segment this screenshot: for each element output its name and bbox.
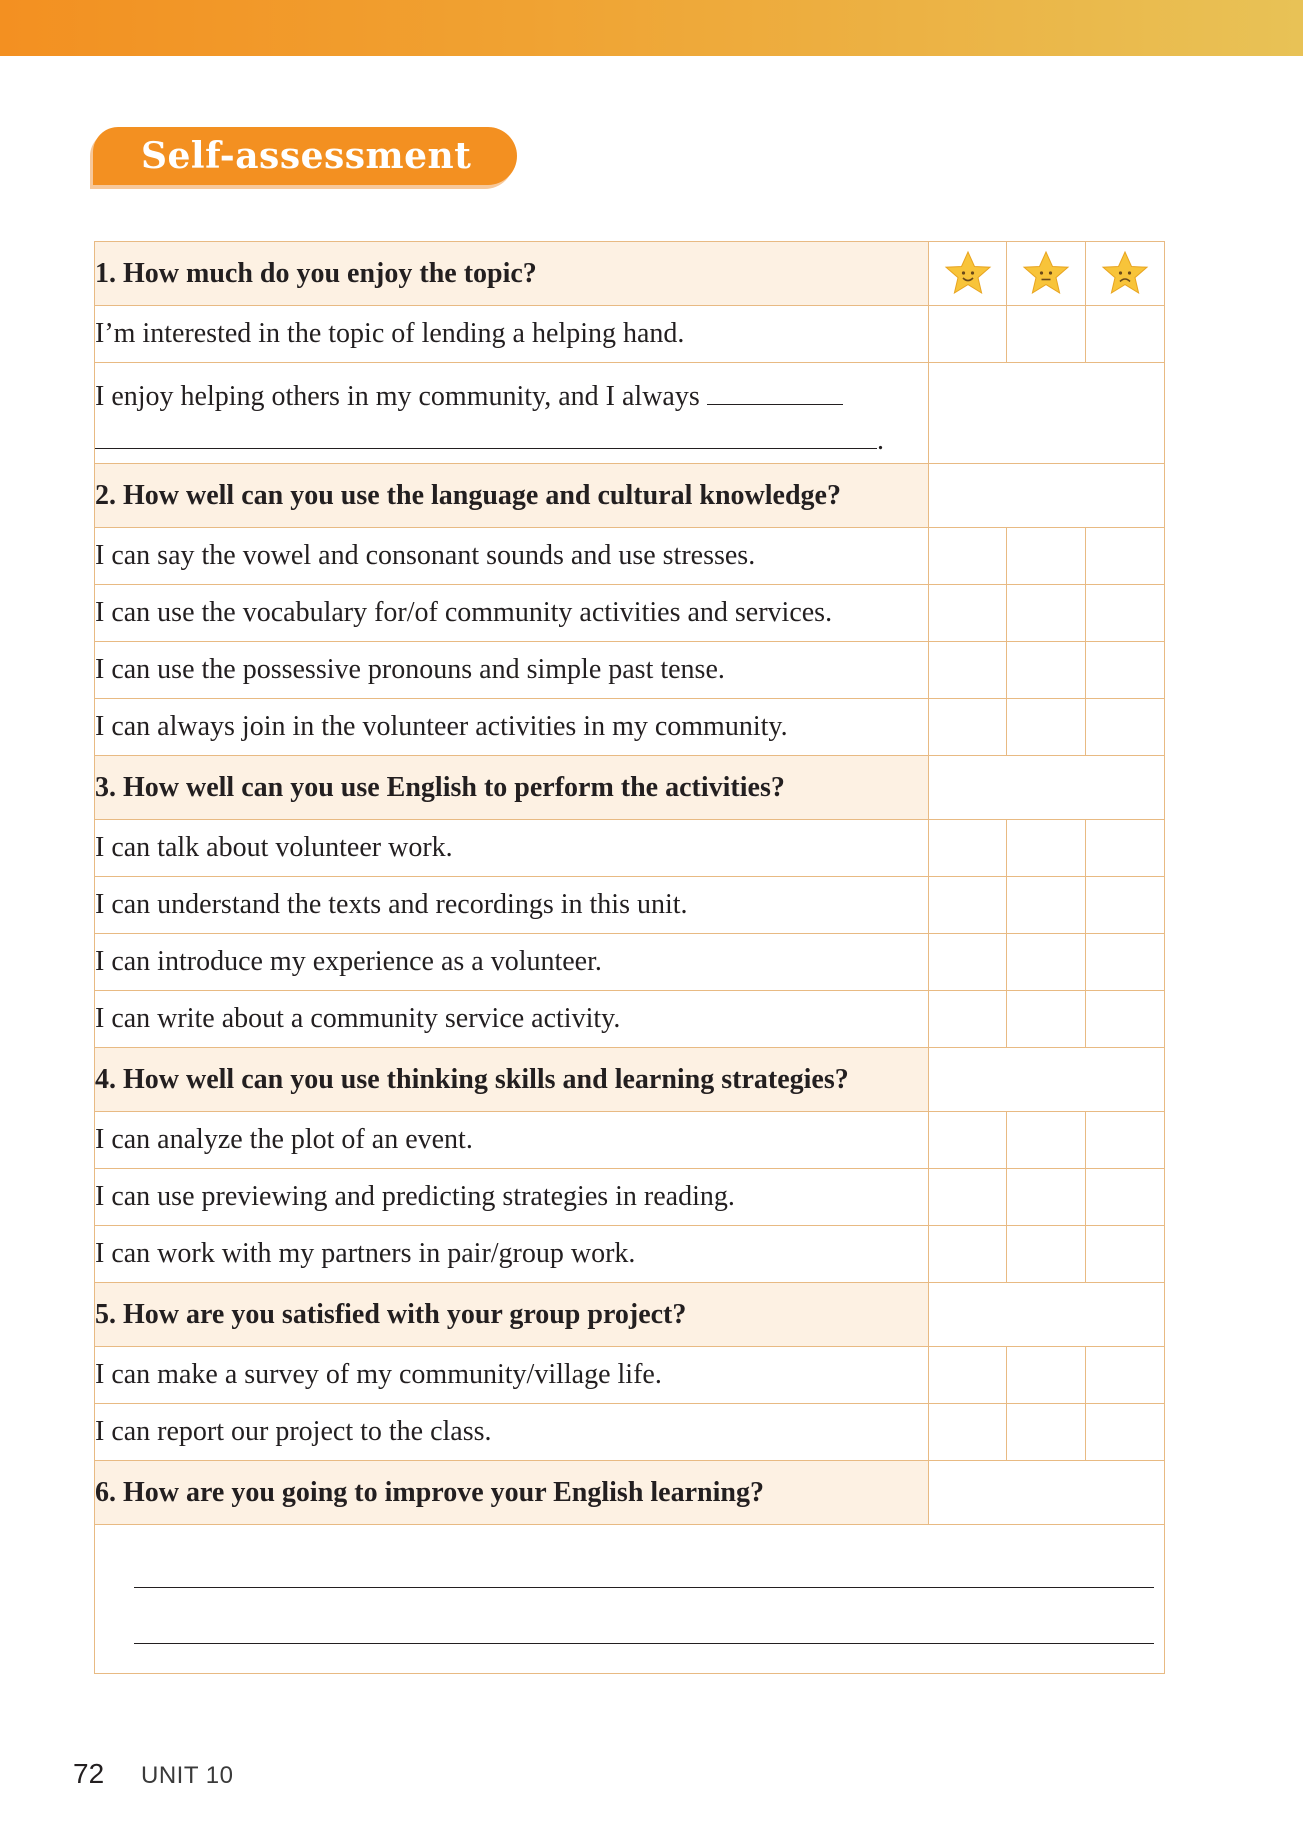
rating-cell[interactable] — [929, 1112, 1007, 1169]
statement-text: I can say the vowel and consonant sounds and use stresses. — [95, 528, 929, 585]
answer-line[interactable] — [134, 1643, 1154, 1644]
answer-line[interactable] — [134, 1587, 1154, 1588]
rating-cell[interactable] — [1007, 1112, 1086, 1169]
statement-text: I enjoy helping others in my community, and I always — [95, 381, 700, 412]
empty-cell — [929, 1048, 1165, 1112]
rating-cell[interactable] — [929, 1347, 1007, 1404]
statement-text: I can always join in the volunteer activities in my community. — [95, 699, 929, 756]
question-6-heading: 6. How are you going to improve your English learning? — [95, 1461, 929, 1525]
rating-cell[interactable] — [1086, 1404, 1165, 1461]
rating-cell[interactable] — [1086, 642, 1165, 699]
rating-cell[interactable] — [1007, 1226, 1086, 1283]
rating-cell[interactable] — [929, 528, 1007, 585]
rating-cell[interactable] — [929, 1226, 1007, 1283]
page-number: 72 — [73, 1758, 105, 1789]
statement-text: I can write about a community service activity. — [95, 991, 929, 1048]
rating-cell[interactable] — [1086, 820, 1165, 877]
statement-text: I can make a survey of my community/village life. — [95, 1347, 929, 1404]
rating-cell[interactable] — [1086, 306, 1165, 363]
rating-cell[interactable] — [1086, 1112, 1165, 1169]
rating-cell[interactable] — [1007, 306, 1086, 363]
rating-cell[interactable] — [1086, 1169, 1165, 1226]
section-title: Self-assessment — [141, 135, 472, 177]
empty-cell — [929, 1283, 1165, 1347]
rating-cell[interactable] — [1086, 585, 1165, 642]
question-4-heading: 4. How well can you use thinking skills and learning strategies? — [95, 1048, 929, 1112]
rating-cell[interactable] — [1007, 528, 1086, 585]
statement-text: I’m interested in the topic of lending a helping hand. — [95, 306, 929, 363]
rating-cell[interactable] — [1007, 699, 1086, 756]
empty-cell — [929, 464, 1165, 528]
fill-in-blank[interactable] — [95, 448, 877, 449]
top-color-bar — [0, 0, 1303, 56]
empty-cell — [929, 756, 1165, 820]
empty-cell — [929, 363, 1165, 464]
empty-cell — [929, 1461, 1165, 1525]
statement-text: I can understand the texts and recordings in this unit. — [95, 877, 929, 934]
rating-cell[interactable] — [929, 820, 1007, 877]
rating-cell[interactable] — [929, 1169, 1007, 1226]
rating-cell[interactable] — [1007, 1347, 1086, 1404]
rating-cell[interactable] — [929, 642, 1007, 699]
rating-cell[interactable] — [1007, 991, 1086, 1048]
rating-cell[interactable] — [1007, 934, 1086, 991]
unit-label: UNIT 10 — [141, 1762, 234, 1789]
rating-cell[interactable] — [929, 1404, 1007, 1461]
happy-star-icon — [943, 249, 993, 299]
section-title-tab — [93, 127, 517, 185]
rating-cell[interactable] — [929, 699, 1007, 756]
answer-area[interactable] — [95, 1525, 1165, 1674]
rating-cell[interactable] — [1086, 991, 1165, 1048]
question-3-heading: 3. How well can you use English to perform the activities? — [95, 756, 929, 820]
period-mark: . — [877, 425, 884, 456]
rating-cell[interactable] — [1007, 585, 1086, 642]
rating-header-sad — [1086, 242, 1165, 306]
rating-cell[interactable] — [1007, 642, 1086, 699]
rating-cell[interactable] — [1086, 934, 1165, 991]
rating-cell[interactable] — [1086, 528, 1165, 585]
rating-cell[interactable] — [1086, 1226, 1165, 1283]
rating-cell[interactable] — [1007, 877, 1086, 934]
statement-text: I can introduce my experience as a volunteer. — [95, 934, 929, 991]
statement-text: I can report our project to the class. — [95, 1404, 929, 1461]
rating-cell[interactable] — [1086, 1347, 1165, 1404]
rating-cell[interactable] — [1007, 1169, 1086, 1226]
rating-cell[interactable] — [1086, 877, 1165, 934]
rating-cell[interactable] — [929, 877, 1007, 934]
neutral-star-icon — [1021, 249, 1071, 299]
rating-cell[interactable] — [929, 585, 1007, 642]
fill-in-blank[interactable] — [707, 404, 843, 405]
statement-text: I can talk about volunteer work. — [95, 820, 929, 877]
question-1-heading: 1. How much do you enjoy the topic? — [95, 242, 929, 306]
self-assessment-table — [94, 241, 1165, 1674]
rating-cell[interactable] — [1007, 1404, 1086, 1461]
rating-cell[interactable] — [929, 934, 1007, 991]
rating-header-happy — [929, 242, 1007, 306]
question-2-heading: 2. How well can you use the language and cultural knowledge? — [95, 464, 929, 528]
statement-text: I can analyze the plot of an event. — [95, 1112, 929, 1169]
sad-star-icon — [1100, 249, 1150, 299]
question-5-heading: 5. How are you satisfied with your group project? — [95, 1283, 929, 1347]
rating-cell[interactable] — [1007, 820, 1086, 877]
rating-cell[interactable] — [1086, 699, 1165, 756]
rating-cell[interactable] — [929, 306, 1007, 363]
rating-cell[interactable] — [929, 991, 1007, 1048]
statement-text: I can use the vocabulary for/of community activities and services. — [95, 585, 929, 642]
statement-text: I can work with my partners in pair/group work. — [95, 1226, 929, 1283]
statement-text: I can use the possessive pronouns and simple past tense. — [95, 642, 929, 699]
statement-fill-in — [95, 363, 929, 464]
statement-text: I can use previewing and predicting strategies in reading. — [95, 1169, 929, 1226]
rating-header-neutral — [1007, 242, 1086, 306]
